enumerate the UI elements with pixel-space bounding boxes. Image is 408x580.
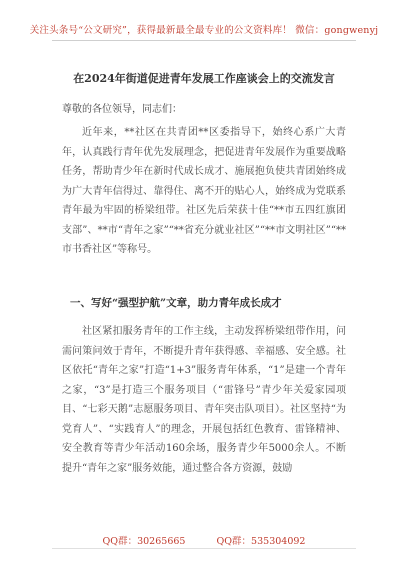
section-heading-1: 一、写好“强型护航”文章，助力青年成长成才 [70, 297, 282, 309]
salutation: 尊敬的各位领导，同志们： [62, 104, 182, 115]
header-note: 关注头条号“公文研究”，获得最新最全最专业的公文资料库！ 微信：gongwenyj [29, 25, 379, 36]
footer-qq-group-2: QQ群：535304092 [216, 536, 306, 547]
header-divider [52, 40, 356, 41]
paragraph-intro: 近年来，**社区在共青团**区委指导下，始终心系广大青年，认真践行青年优先发展理念，把促进青年发展作为重要战略任务，帮助青少年在新时代成长成才、施展抱负使共青团始终成为广大青年信得过、靠得住、离不开的贴心人，始终成为党联系青年最为牢固的桥梁纽带。社区先后荣获十佳“**市五四红旗团支部”、**市“青年之家”“**省充分就业社区”“**市文明社区”“**市书香社区”等称号。 [62, 127, 346, 255]
footer-qq-group-1: QQ群：30265665 [102, 536, 186, 547]
document-title: 在2024年街道促进青年发展工作座谈会上的交流发言 [73, 72, 335, 85]
footer-divider [52, 548, 356, 549]
paragraph-section-1: 社区紧扣服务青年的工作主线，主动发挥桥梁纽带作用，问需问策问效于青年，不断提升青年获得感、幸福感、安全感。社区依托“青年之家”打造“1+3”服务青年体系，“1”是建一个青年之家，“3”是打造三个服务项目（“雷锋号”青少年关爱家园项目、“七彩天鹅”志愿服务项目、青年突击队项目）。社区坚持“为党育人”、“实践育人”的理念，开展包括红色教育、雷锋精神、安全教育等青少年活动160余场，服务青少年5000余人。不断提升“青年之家”服务效能，通过整合各方资源，鼓励 [62, 326, 346, 474]
footer-contacts [0, 533, 408, 547]
